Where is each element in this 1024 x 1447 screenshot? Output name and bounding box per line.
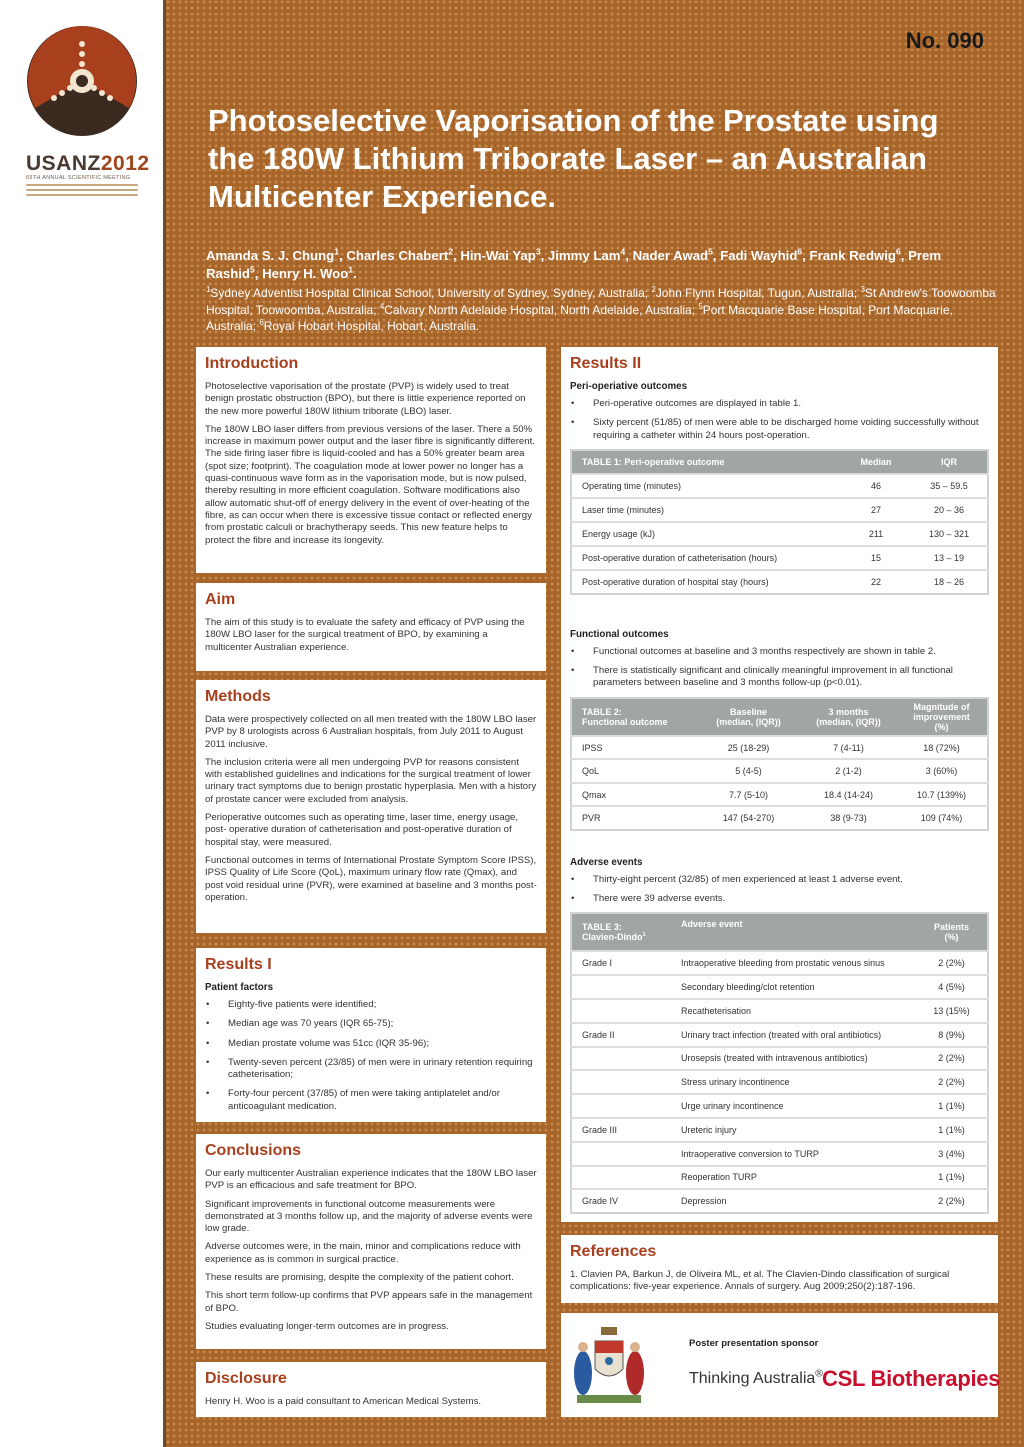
functional-outcomes-subheading: Functional outcomes [570, 628, 669, 640]
table-cell [571, 999, 671, 1023]
table-cell: Energy usage (kJ) [571, 522, 841, 546]
affiliation: Calvary North Adelaide Hospital, North Adelaide, Australia; [384, 302, 699, 317]
author-name: Frank Redwig [809, 248, 896, 263]
patient-factors-list [205, 999, 537, 1113]
results-ii-heading: Results II [570, 355, 642, 372]
author-name: Jimmy Lam [547, 248, 621, 263]
table-cell: 18.4 (14-24) [801, 783, 896, 807]
table-row [571, 951, 988, 975]
affiliation: Royal Hobart Hospital, Hobart, Australia. [263, 319, 480, 333]
table-row [571, 999, 988, 1023]
sponsor-label: Poster presentation sponsor [689, 1338, 819, 1349]
author-name: Charles Chabert [346, 248, 449, 263]
reference-item: 1. Clavien PA, Barkun J, de Oliveira ML, et al. The Clavien-Dindo classification of surgical complications: five-year experience. Annals of surgery. Aug 2009;250(2):187-196. [570, 1269, 950, 1293]
sponsor-csl-logo: CSL Biotherapies [822, 1366, 1001, 1391]
table-cell [571, 1047, 671, 1071]
results-i-section [196, 948, 546, 1122]
table-row [571, 1047, 988, 1071]
table-cell: Post-operative duration of catheterisation (hours) [571, 546, 841, 570]
table-header-cell: Baseline (median, (IQR)) [696, 698, 801, 736]
table-cell: 2 (2%) [916, 1189, 988, 1213]
affiliation: Sydney Adventist Hospital Clinical School, University of Sydney, Sydney, Australia; [210, 286, 652, 300]
conclusions-heading: Conclusions [205, 1142, 302, 1159]
table-cell: 22 [841, 570, 911, 594]
table-cell: Recatheterisation [671, 999, 916, 1023]
poster-title: Photoselective Vaporisation of the Prostate using the 180W Lithium Triborate Laser – an Australian Multicenter Experience. [208, 103, 939, 214]
table-cell: Urge urinary incontinence [671, 1094, 916, 1118]
left-margin-strip [0, 0, 165, 1447]
table-cell: Ureteric injury [671, 1118, 916, 1142]
table-cell: 1 (1%) [916, 1166, 988, 1190]
table-cell: Urinary tract infection (treated with oral antibiotics) [671, 1023, 916, 1047]
table-cell: 109 (74%) [896, 806, 988, 830]
table-row [571, 759, 988, 783]
list-item: • There were 39 adverse events. [570, 893, 989, 905]
logo-name: USANZ [26, 152, 101, 175]
table-cell: PVR [571, 806, 696, 830]
table-cell: Grade I [571, 951, 671, 975]
results-i-heading: Results I [205, 956, 272, 973]
affiliation: St Andrew's Toowoomba Hospital, Toowoomba, Australia; [206, 286, 996, 317]
author-name: Henry H. Woo [262, 266, 349, 281]
introduction-heading: Introduction [205, 355, 299, 372]
table-cell: Operating time (minutes) [571, 474, 841, 498]
table-cell: 3 (4%) [916, 1142, 988, 1166]
table-header-cell: Patients (%) [916, 913, 988, 951]
logo-year: 2012 [100, 152, 150, 175]
methods-paragraph: Perioperative outcomes such as operating time, laser time, energy usage, post- operative duration of catheterisation and post-operative duration of hospital stay, were measured. [205, 812, 519, 848]
adverse-events-list [570, 874, 989, 906]
table-2-functional-outcomes [570, 697, 989, 831]
logo-wordmark [26, 152, 150, 176]
table-row [571, 546, 988, 570]
table-row [571, 1118, 988, 1142]
table-cell: 2 (2%) [916, 1047, 988, 1071]
list-item: • Median age was 70 years (IQR 65-75); [205, 1018, 537, 1030]
table-row [571, 783, 988, 807]
methods-paragraph: Data were prospectively collected on all men treated with the 180W LBO laser PVP by 8 urologists across 6 Australian hospitals, from July 2011 to August 2011 inclusive. [205, 714, 537, 750]
table-row [571, 1094, 988, 1118]
table-cell: 25 (18-29) [696, 736, 801, 760]
peri-operative-list [570, 398, 989, 442]
table-cell: Urosepsis (treated with intravenous antibiotics) [671, 1047, 916, 1071]
table-cell: 147 (54-270) [696, 806, 801, 830]
table-header-cell: TABLE 2: Functional outcome [571, 698, 696, 736]
table-row [571, 522, 988, 546]
table-cell: Grade IV [571, 1189, 671, 1213]
conclusions-section [196, 1134, 546, 1349]
table-header-cell: Median [841, 450, 911, 474]
sponsor-thinking-australia: Thinking Australia® [689, 1368, 823, 1387]
table-cell: 2 (2%) [916, 951, 988, 975]
table-row [571, 806, 988, 830]
results-ii-section [561, 347, 998, 1222]
table-row [571, 498, 988, 522]
author-name: Prem Rashid [206, 248, 942, 281]
author-name: Nader Awad [632, 248, 709, 263]
table-cell: 1 (1%) [916, 1094, 988, 1118]
affiliation: John Flynn Hospital, Tugun, Australia; [655, 286, 861, 300]
author-name: Fadi Wayhid [720, 248, 798, 263]
table-cell: 5 (4-5) [696, 759, 801, 783]
adverse-events-subheading: Adverse events [570, 856, 643, 868]
conclusions-paragraph: Studies evaluating longer-term outcomes are in progress. [205, 1320, 449, 1332]
conclusions-paragraph: Our early multicenter Australian experience indicates that the 180W LBO laser PVP is an efficacious and safe treatment for BPO. [205, 1168, 537, 1192]
table-cell: 46 [841, 474, 911, 498]
table-cell: 20 – 36 [911, 498, 988, 522]
methods-paragraph: Functional outcomes in terms of International Prostate Symptom Score IPSS), IPSS Quality of Life Score (QoL), maximum urinary flow rate (Qmax), and post void residual urine (PVR), were examined at baseline and 3 months post-operation. [205, 854, 537, 903]
patient-factors-subheading: Patient factors [205, 982, 274, 993]
table-cell: 13 (15%) [916, 999, 988, 1023]
table-cell: 15 [841, 546, 911, 570]
conclusions-paragraph: This short term follow-up confirms that PVP appears safe in the management of BPO. [205, 1290, 533, 1314]
table-cell: 7.7 (5-10) [696, 783, 801, 807]
aim-section [196, 583, 546, 671]
author-name: Hin-Wai Yap [460, 248, 536, 263]
table-cell: 130 – 321 [911, 522, 988, 546]
table-header-cell: 3 months (median, (IQR)) [801, 698, 896, 736]
table-cell: Stress urinary incontinence [671, 1070, 916, 1094]
table-cell: 27 [841, 498, 911, 522]
table-cell: 10.7 (139%) [896, 783, 988, 807]
table-cell: 7 (4-11) [801, 736, 896, 760]
table-cell [571, 1094, 671, 1118]
references-heading: References [570, 1243, 657, 1260]
methods-paragraph: The inclusion criteria were all men undergoing PVP for reasons consistent with established guidelines and indications for the surgical treatment of lower urinary tract symptoms due to benign prostatic hyperplasia. Men with a history of prostate cancer were excluded from analysis. [205, 756, 537, 805]
disclosure-section [196, 1362, 546, 1417]
table-cell: 38 (9-73) [801, 806, 896, 830]
conclusions-paragraph: These results are promising, despite the complexity of the patient cohort. [205, 1272, 514, 1284]
table-1-peri-operative [570, 449, 989, 595]
table-header-cell: IQR [911, 450, 988, 474]
references-section [561, 1235, 998, 1303]
conclusions-paragraph: Adverse outcomes were, in the main, minor and complications reduce with experience as is common in surgical practice. [205, 1241, 521, 1265]
table-cell: Post-operative duration of hospital stay (hours) [571, 570, 841, 594]
sponsor-section [561, 1313, 1001, 1417]
table-cell: Qmax [571, 783, 696, 807]
methods-section [196, 680, 546, 933]
table-cell [571, 1070, 671, 1094]
affiliation-list: $^1$Sydney Adventist Hospital Clinical School, University of Sydney, Sydney, Australia; $^2$John Flynn Hospital, Tugun, Australia; $^3$St Andrew's Toowoomba Hospital, Toowoomba, Australia; $^4$Calvary North Adelaide Hospital, North Adelaide, Australia; $^5$Port Macquarie Base Hospital, Port Macquarie, Australia; $^6$Royal Hobart Hospital, Hobart, Australia. [206, 285, 996, 333]
table-cell: Intraoperative conversion to TURP [671, 1142, 916, 1166]
table-cell: 8 (9%) [916, 1023, 988, 1047]
disclosure-heading: Disclosure [205, 1370, 287, 1387]
table-cell: 2 (2%) [916, 1070, 988, 1094]
list-item: • Eighty-five patients were identified; [205, 999, 537, 1011]
methods-heading: Methods [205, 688, 271, 705]
introduction-paragraph: The 180W LBO laser differs from previous versions of the laser. There a 50% increase in maximum power output and the laser fibre is significantly different. The side firing laser fibre is liquid-cooled and has a 50% greater beam area (spot size; footprint). The coagulation mode at lower power no longer has a quasi-continuous wave form as in the vaporisation mode, but is now pulsed, thereby resulting in more efficient coagulation. Software modifications also allow automatic shut-off of energy delivery in the event of over-heating of the fibre, as can occur when there is excessive tissue contact or reflected energy from prostatic calculi or brachytherapy seeds. This new feature helps to protect the fibre and increase its longevity. [205, 423, 535, 546]
table-row [571, 1142, 988, 1166]
table-cell: Secondary bleeding/clot retention [671, 975, 916, 999]
introduction-paragraph: Photoselective vaporisation of the prostate (PVP) is widely used to treat benign prostatic obstruction (BPO), but there is little experience reported on the new more powerful 180W lithium triborate (LBO) laser. [205, 381, 526, 417]
table-cell: 211 [841, 522, 911, 546]
poster-number: No. 090 [905, 28, 984, 53]
table-cell: Reoperation TURP [671, 1166, 916, 1190]
table-cell [571, 975, 671, 999]
table-cell: 18 (72%) [896, 736, 988, 760]
table-row [571, 1070, 988, 1094]
table-cell: Intraoperative bleeding from prostatic venous sinus [671, 951, 916, 975]
list-item: • Thirty-eight percent (32/85) of men experienced at least 1 adverse event. [570, 874, 989, 886]
table-cell: Laser time (minutes) [571, 498, 841, 522]
aim-heading: Aim [205, 591, 236, 608]
aim-paragraph: The aim of this study is to evaluate the safety and efficacy of PVP using the 180W LBO laser for the surgical treatment of BPO, by examining a multicenter Australian experience. [205, 617, 525, 653]
list-item: • Peri-operative outcomes are displayed in table 1. [570, 398, 989, 410]
table-row [571, 1023, 988, 1047]
logo-subtitle: 65TH ANNUAL SCIENTIFIC MEETING [26, 175, 131, 181]
table-header-cell: TABLE 1: Peri-operative outcome [571, 450, 841, 474]
table-row [571, 975, 988, 999]
table-row [571, 736, 988, 760]
table-cell: Grade III [571, 1118, 671, 1142]
table-cell: 13 – 19 [911, 546, 988, 570]
table-row [571, 474, 988, 498]
table-cell: IPSS [571, 736, 696, 760]
table-3-adverse-events [570, 912, 989, 1214]
table-cell [571, 1142, 671, 1166]
table-cell [571, 1166, 671, 1190]
disclosure-paragraph: Henry H. Woo is a paid consultant to American Medical Systems. [205, 1396, 482, 1407]
table-row [571, 1189, 988, 1213]
list-item: • Sixty percent (51/85) of men were able to be discharged home voiding successfully without requiring a catheter within 24 hours post-operation. [570, 417, 989, 442]
table-cell: 3 (60%) [896, 759, 988, 783]
table-row [571, 570, 988, 594]
list-item: • Median prostate volume was 51cc (IQR 35-96); [205, 1038, 537, 1050]
logo-decorative-lines [26, 184, 138, 199]
list-item: • Forty-four percent (37/85) of men were taking antiplatelet and/or anticoagulant medication. [205, 1088, 537, 1113]
table-cell: Depression [671, 1189, 916, 1213]
table-cell: Grade II [571, 1023, 671, 1047]
functional-outcomes-list [570, 646, 989, 690]
table-cell: 2 (1-2) [801, 759, 896, 783]
table-header-cell: Adverse event [671, 913, 916, 951]
table-cell: 18 – 26 [911, 570, 988, 594]
table-cell: 1 (1%) [916, 1118, 988, 1142]
author-list: Amanda S. J. Chung$^1$, Charles Chabert$^2$, Hin-Wai Yap$^3$, Jimmy Lam$^4$, Nader Awad$^5$, Fadi Wayhid$^6$, Frank Redwig$^6$, Prem Rashid$^5$, Henry H. Woo$^1$. [206, 246, 942, 281]
table-cell: 35 – 59.5 [911, 474, 988, 498]
list-item: • Functional outcomes at baseline and 3 months respectively are shown in table 2. [570, 646, 989, 658]
conclusions-paragraph: Significant improvements in functional outcome measurements were demonstrated at 3 months follow up, and the majority of adverse events were low grade. [205, 1198, 533, 1235]
table-cell: QoL [571, 759, 696, 783]
table-header-cell: Magnitude of improvement (%) [896, 698, 988, 736]
peri-operative-subheading: Peri-operiative outcomes [570, 381, 688, 392]
introduction-section [196, 347, 546, 573]
affiliation: Port Macquarie Base Hospital, Port Macquarie, Australia; [206, 302, 953, 333]
author-name: Amanda S. J. Chung [206, 248, 335, 263]
table-header-cell: TABLE 3: Clavien-Dindo$^1$ [571, 913, 671, 951]
list-item: • There is statistically significant and clinically meaningful improvement in all functional parameters between baseline and 3 months follow-up (p<0.01). [570, 665, 989, 690]
list-item: • Twenty-seven percent (23/85) of men were in urinary retention requiring catheterisation; [205, 1057, 537, 1082]
coat-of-arms-icon [571, 1323, 647, 1409]
table-cell: 4 (5%) [916, 975, 988, 999]
table-row [571, 1166, 988, 1190]
